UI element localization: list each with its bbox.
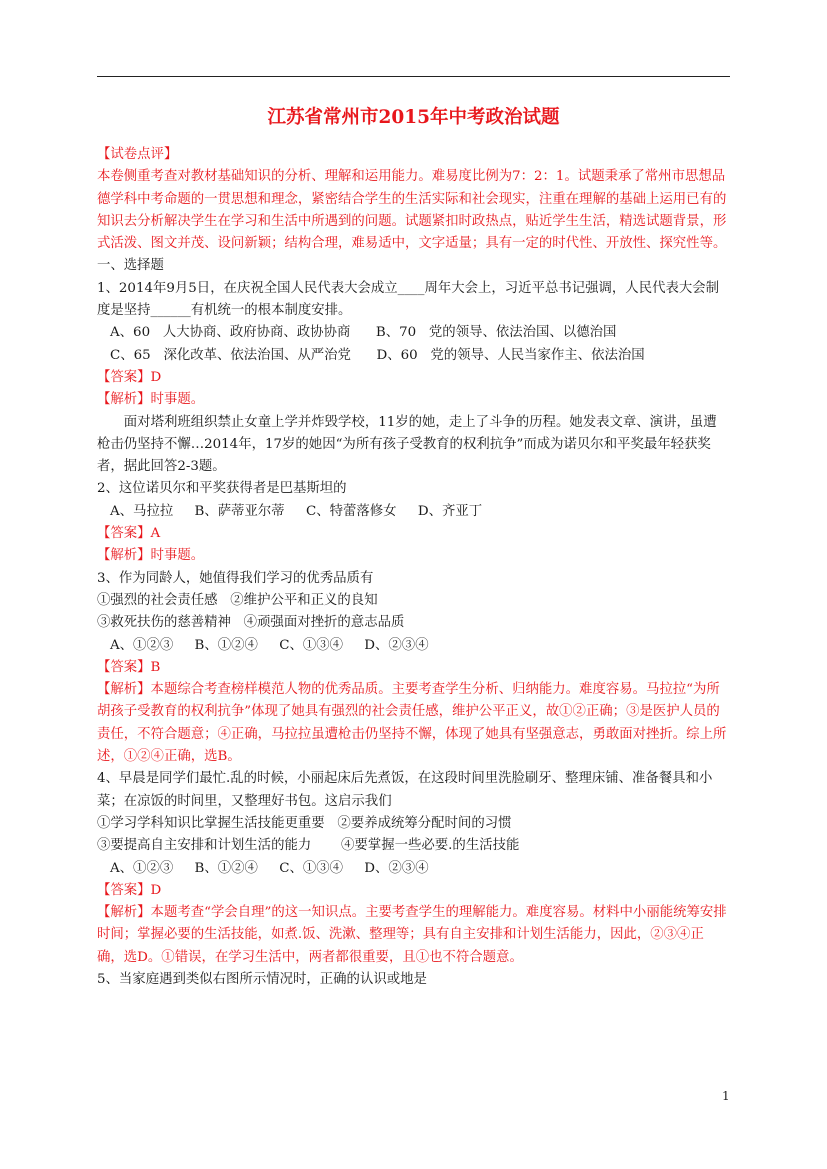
question-4-analysis: 【解析】本题考查“学会自理”的这一知识点。主要考查学生的理解能力。难度容易。材料中小丽能统筹安排时间；掌握必要的生活技能，如煮.饭、洗漱、整理等；具有自主安排和计划生活能力，因此，②③④正确，选D。①错误，在学习生活中，两者都很重要，且①也不符合题意。 <box>97 905 727 965</box>
header-rule <box>97 76 730 77</box>
question-2: 2、这位诺贝尔和平奖获得者是巴基斯坦的 <box>97 481 347 497</box>
question-3-analysis: 【解析】本题综合考查榜样模范人物的优秀品质。主要考查学生分析、归纳能力。难度容易。马拉拉“为所胡孩子受教育的权利抗争”体现了她具有强烈的社会责任感，维护公平正义，故①②正确；③是医护人员的责任，不符合题意；④正确，马拉拉虽遭枪击仍坚持不懈，体现了她具有坚强意志，勇敢面对挫折。综上所述，①②④正确，选B。 <box>97 682 727 765</box>
document-title: 江苏省常州市2015年中考政治试题 <box>267 107 560 128</box>
question-4-items-b: ③要提高自主安排和计划生活的能力 ④要掌握一些必要.的生活技能 <box>97 838 520 854</box>
question-4: 4、早晨是同学们最忙.乱的时候，小丽起床后先煮饭，在这段时间里洗脸刷牙、整理床铺、准备餐具和小菜；在凉饭的时间里，又整理好书包。这启示我们 <box>97 771 713 809</box>
document-body <box>97 106 730 991</box>
question-2-answer: 【答案】A <box>97 526 161 542</box>
material-paragraph: 面对塔利班组织禁止女童上学并炸毁学校，11岁的她，走上了斗争的历程。她发表文章、演讲，虽遭枪击仍坚持不懈…2014年，17岁的她因“为所有孩子受教育的权利抗争”而成为诺贝尔和平奖最年轻获奖者，据此回答2-3题。 <box>97 414 717 475</box>
question-1: 1、2014年9月5日，在庆祝全国人民代表大会成立____周年大会上，习近平总书记强调，人民代表大会制度是坚持______有机统一的根本制度安排。 <box>97 280 720 319</box>
question-3-options: A、①②③ B、①②④ C、①③④ D、②③④ <box>110 637 429 653</box>
question-1-analysis: 【解析】时事题。 <box>97 392 205 408</box>
question-2-options: A、马拉拉 B、萨蒂亚尔蒂 C、特蕾落修女 D、齐亚丁 <box>110 503 483 519</box>
review-text: 本卷侧重考查对教材基础知识的分析、理解和运用能力。难易度比例为7：2：1。试题秉承了常州市思想品德学科中考命题的一贯思想和理念，紧密结合学生的生活实际和社会现实，注重在理解的基础上运用已有的知识去分析解决学生在学习和生活中所遇到的问题。试题紧扣时政热点，贴近学生生活，精选试题背景，形式活泼、图文并茂、设问新颖；结构合理，难易适中，文字适量；具有一定的时代性、开放性、探究性等。 <box>97 169 727 252</box>
question-4-items-a: ①学习学科知识比掌握生活技能更重要 ②要养成统筹分配时间的习惯 <box>97 815 512 831</box>
page-number: 1 <box>722 1089 730 1103</box>
question-1-options-cd: C、65 深化改革、依法治国、从严治党 D、60 党的领导、人民当家作主、依法治国 <box>110 347 645 363</box>
question-3-items-a: ①强烈的社会责任感 ②维护公平和正义的良知 <box>97 592 378 608</box>
question-1-answer: 【答案】D <box>97 369 162 385</box>
question-2-analysis: 【解析】时事题。 <box>97 548 205 564</box>
question-1-options-ab: A、60 人大协商、政府协商、政协协商 B、70 党的领导、依法治国、以德治国 <box>110 325 617 341</box>
section-heading: 一、选择题 <box>97 258 164 274</box>
question-3-items-b: ③救死扶伤的慈善精神 ④顽强面对挫折的意志品质 <box>97 615 405 631</box>
question-3: 3、作为同龄人，她值得我们学习的优秀品质有 <box>97 570 374 586</box>
question-3-answer: 【答案】B <box>97 659 161 675</box>
question-4-answer: 【答案】D <box>97 882 162 898</box>
review-label: 【试卷点评】 <box>97 147 178 162</box>
question-5: 5、当家庭遇到类似右图所示情况时，正确的认识或地是 <box>97 971 427 987</box>
question-4-options: A、①②③ B、①②④ C、①③④ D、②③④ <box>110 860 429 876</box>
